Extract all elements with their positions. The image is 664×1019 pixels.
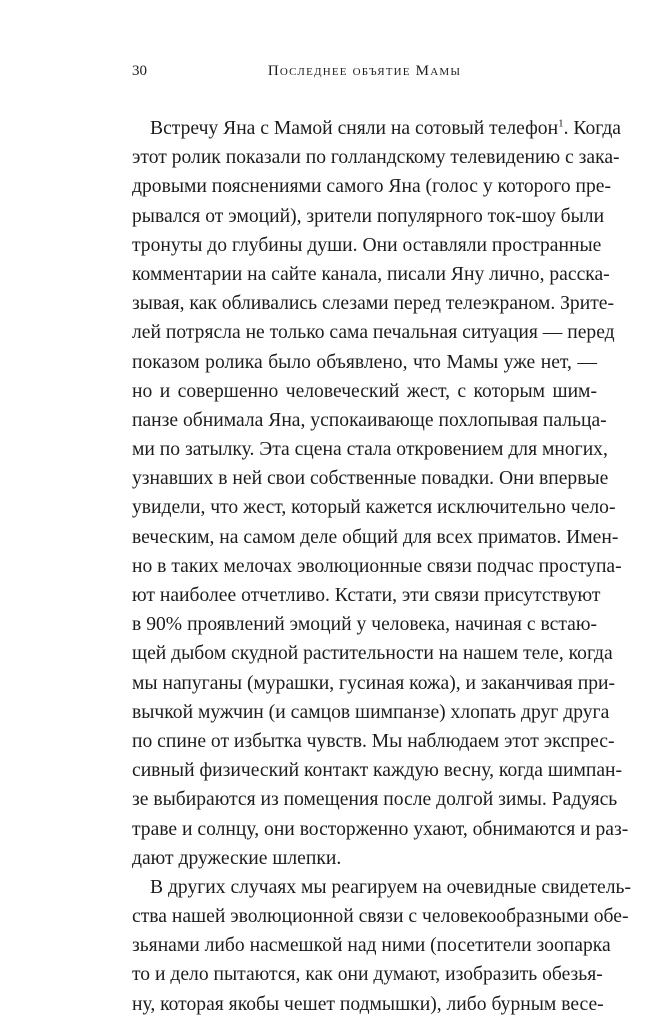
text-line: но и совершенно человеческий жест, с которым шим- [132, 380, 597, 402]
text-line: сивный физический контакт каждую весну, когда шимпан- [132, 760, 623, 782]
text-line: этот ролик показали по голландскому телевидению с зака- [132, 147, 620, 169]
text-line-part: . Когда [563, 118, 622, 139]
text-line: комментарии на сайте канала, писали Яну лично, расска- [132, 263, 610, 285]
text-line-part: Встречу Яна с Мамой сняли на сотовый телефон [150, 118, 559, 139]
text-line: ют наиболее отчетливо. Кстати, эти связи присутствуют [132, 585, 601, 606]
text-line: вычкой мужчин (и самцов шимпанзе) хлопать друг друга [132, 701, 610, 723]
text-line: В других случаях мы реагируем на очевидные свидетель- [150, 876, 631, 898]
text-line: показом ролика было объявлено, что Мамы уже нет, — [132, 351, 597, 373]
page-number: 30 [132, 63, 147, 79]
text-line: дровыми пояснениями самого Яна (голос у которого пре- [132, 176, 612, 198]
text-line: дают дружеские шлепки. [132, 847, 342, 869]
text-line: но в таких мелочах эволюционные связи подчас проступа- [132, 555, 622, 577]
text-line: лей потрясла не только сама печальная ситуация — перед [132, 322, 615, 344]
text-line: ми по затылку. Эта сцена стала откровением для многих, [132, 439, 608, 461]
text-line: ну, которая якобы чешет подмышки), либо бурным весе- [132, 993, 604, 1015]
text-line: щей дыбом скудной растительности на нашем теле, когда [132, 643, 613, 665]
text-line: ства нашей эволюционной связи с человекообразными обе- [132, 906, 629, 928]
footnote-mark[interactable]: 1 [558, 117, 564, 130]
text-line: зе выбираются из помещения после долгой зимы. Радуясь [132, 789, 618, 811]
text-line: узнавших в ней свои собственные повадки. Они впервые [132, 468, 609, 490]
text-line: в 90% проявлений эмоций у человека, начиная с встаю- [132, 614, 597, 636]
text-line: тронуты до глубины души. Они оставляли пространные [132, 234, 602, 256]
running-title: Последнее объятие Мамы [267, 63, 462, 79]
body-text [132, 114, 631, 1019]
text-line: рывался от эмоций), зрители популярного ток-шоу были [132, 205, 605, 227]
running-head [132, 63, 597, 85]
text-line: траве и солнцу, они восторженно ухают, обнимаются и раз- [132, 818, 629, 840]
text-line: зьянами либо насмешкой над ними (посетители зоопарка [132, 935, 611, 957]
text-line [132, 114, 622, 143]
text-line: панзе обнимала Яна, успокаивающе похлопывая пальца- [132, 409, 607, 431]
text-line: веческим, на самом деле общий для всех приматов. Имен- [132, 526, 619, 548]
text-line: мы напуганы (мурашки, гусиная кожа), и заканчивая при- [132, 672, 616, 694]
text-line: по спине от избытка чувств. Мы наблюдаем этот экспрес- [132, 730, 615, 752]
text-line: зывая, как обливались слезами перед телеэкраном. Зрите- [132, 293, 614, 315]
text-line: увидели, что жест, который кажется исключительно чело- [132, 497, 616, 519]
text-line: то и дело пытаются, как они думают, изобразить обезья- [132, 964, 603, 986]
